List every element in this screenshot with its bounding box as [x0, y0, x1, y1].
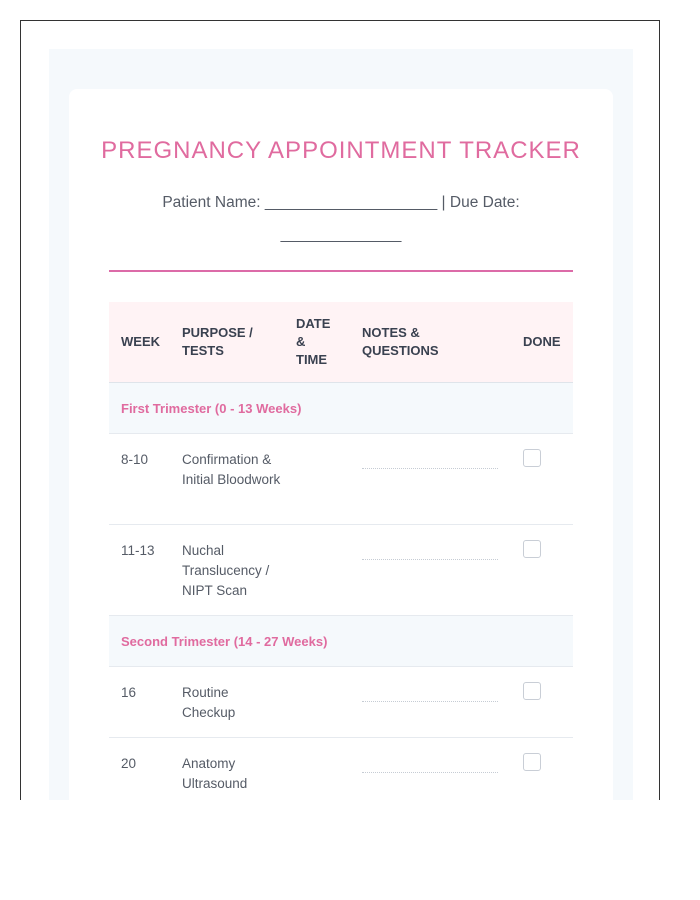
notes-line[interactable]	[362, 559, 498, 560]
table-row	[109, 525, 573, 616]
table-row	[109, 667, 573, 738]
notes-line[interactable]	[362, 701, 498, 702]
column-header-week: WEEK	[121, 334, 160, 349]
row-week: 20	[121, 756, 137, 771]
row-week: 16	[121, 685, 137, 700]
page-title: PREGNANCY APPOINTMENT TRACKER	[101, 137, 581, 164]
appointment-table	[109, 302, 573, 800]
done-checkbox[interactable]	[523, 449, 541, 467]
done-checkbox[interactable]	[523, 540, 541, 558]
column-header-notes: NOTES & QUESTIONS	[362, 325, 439, 358]
row-week: 8-10	[121, 452, 149, 467]
notes-line[interactable]	[362, 772, 498, 773]
column-header-date-time: DATE & TIME	[296, 316, 331, 367]
column-header-purpose: PURPOSE / TESTS	[182, 325, 253, 358]
done-checkbox[interactable]	[523, 753, 541, 771]
table-row	[109, 434, 573, 525]
row-purpose: Confirmation & Initial Bloodwork	[182, 452, 281, 487]
row-purpose: Nuchal Translucency / NIPT Scan	[182, 543, 270, 598]
table-row	[109, 738, 573, 800]
column-header-done: DONE	[523, 334, 561, 349]
notes-line[interactable]	[362, 468, 498, 469]
done-checkbox[interactable]	[523, 682, 541, 700]
section-first-trimester: First Trimester (0 - 13 Weeks)	[109, 383, 573, 434]
title-divider	[109, 270, 573, 272]
section-second-trimester: Second Trimester (14 - 27 Weeks)	[109, 616, 573, 667]
document-frame	[20, 20, 660, 800]
row-week: 11-13	[121, 543, 155, 558]
tracker-card	[69, 89, 613, 800]
row-purpose: Anatomy Ultrasound	[182, 756, 248, 791]
page-background	[49, 49, 633, 800]
table-header	[109, 302, 573, 383]
patient-info: Patient Name: ____________________ | Due Date: ______________	[162, 194, 520, 243]
row-purpose: Routine Checkup	[182, 685, 236, 720]
